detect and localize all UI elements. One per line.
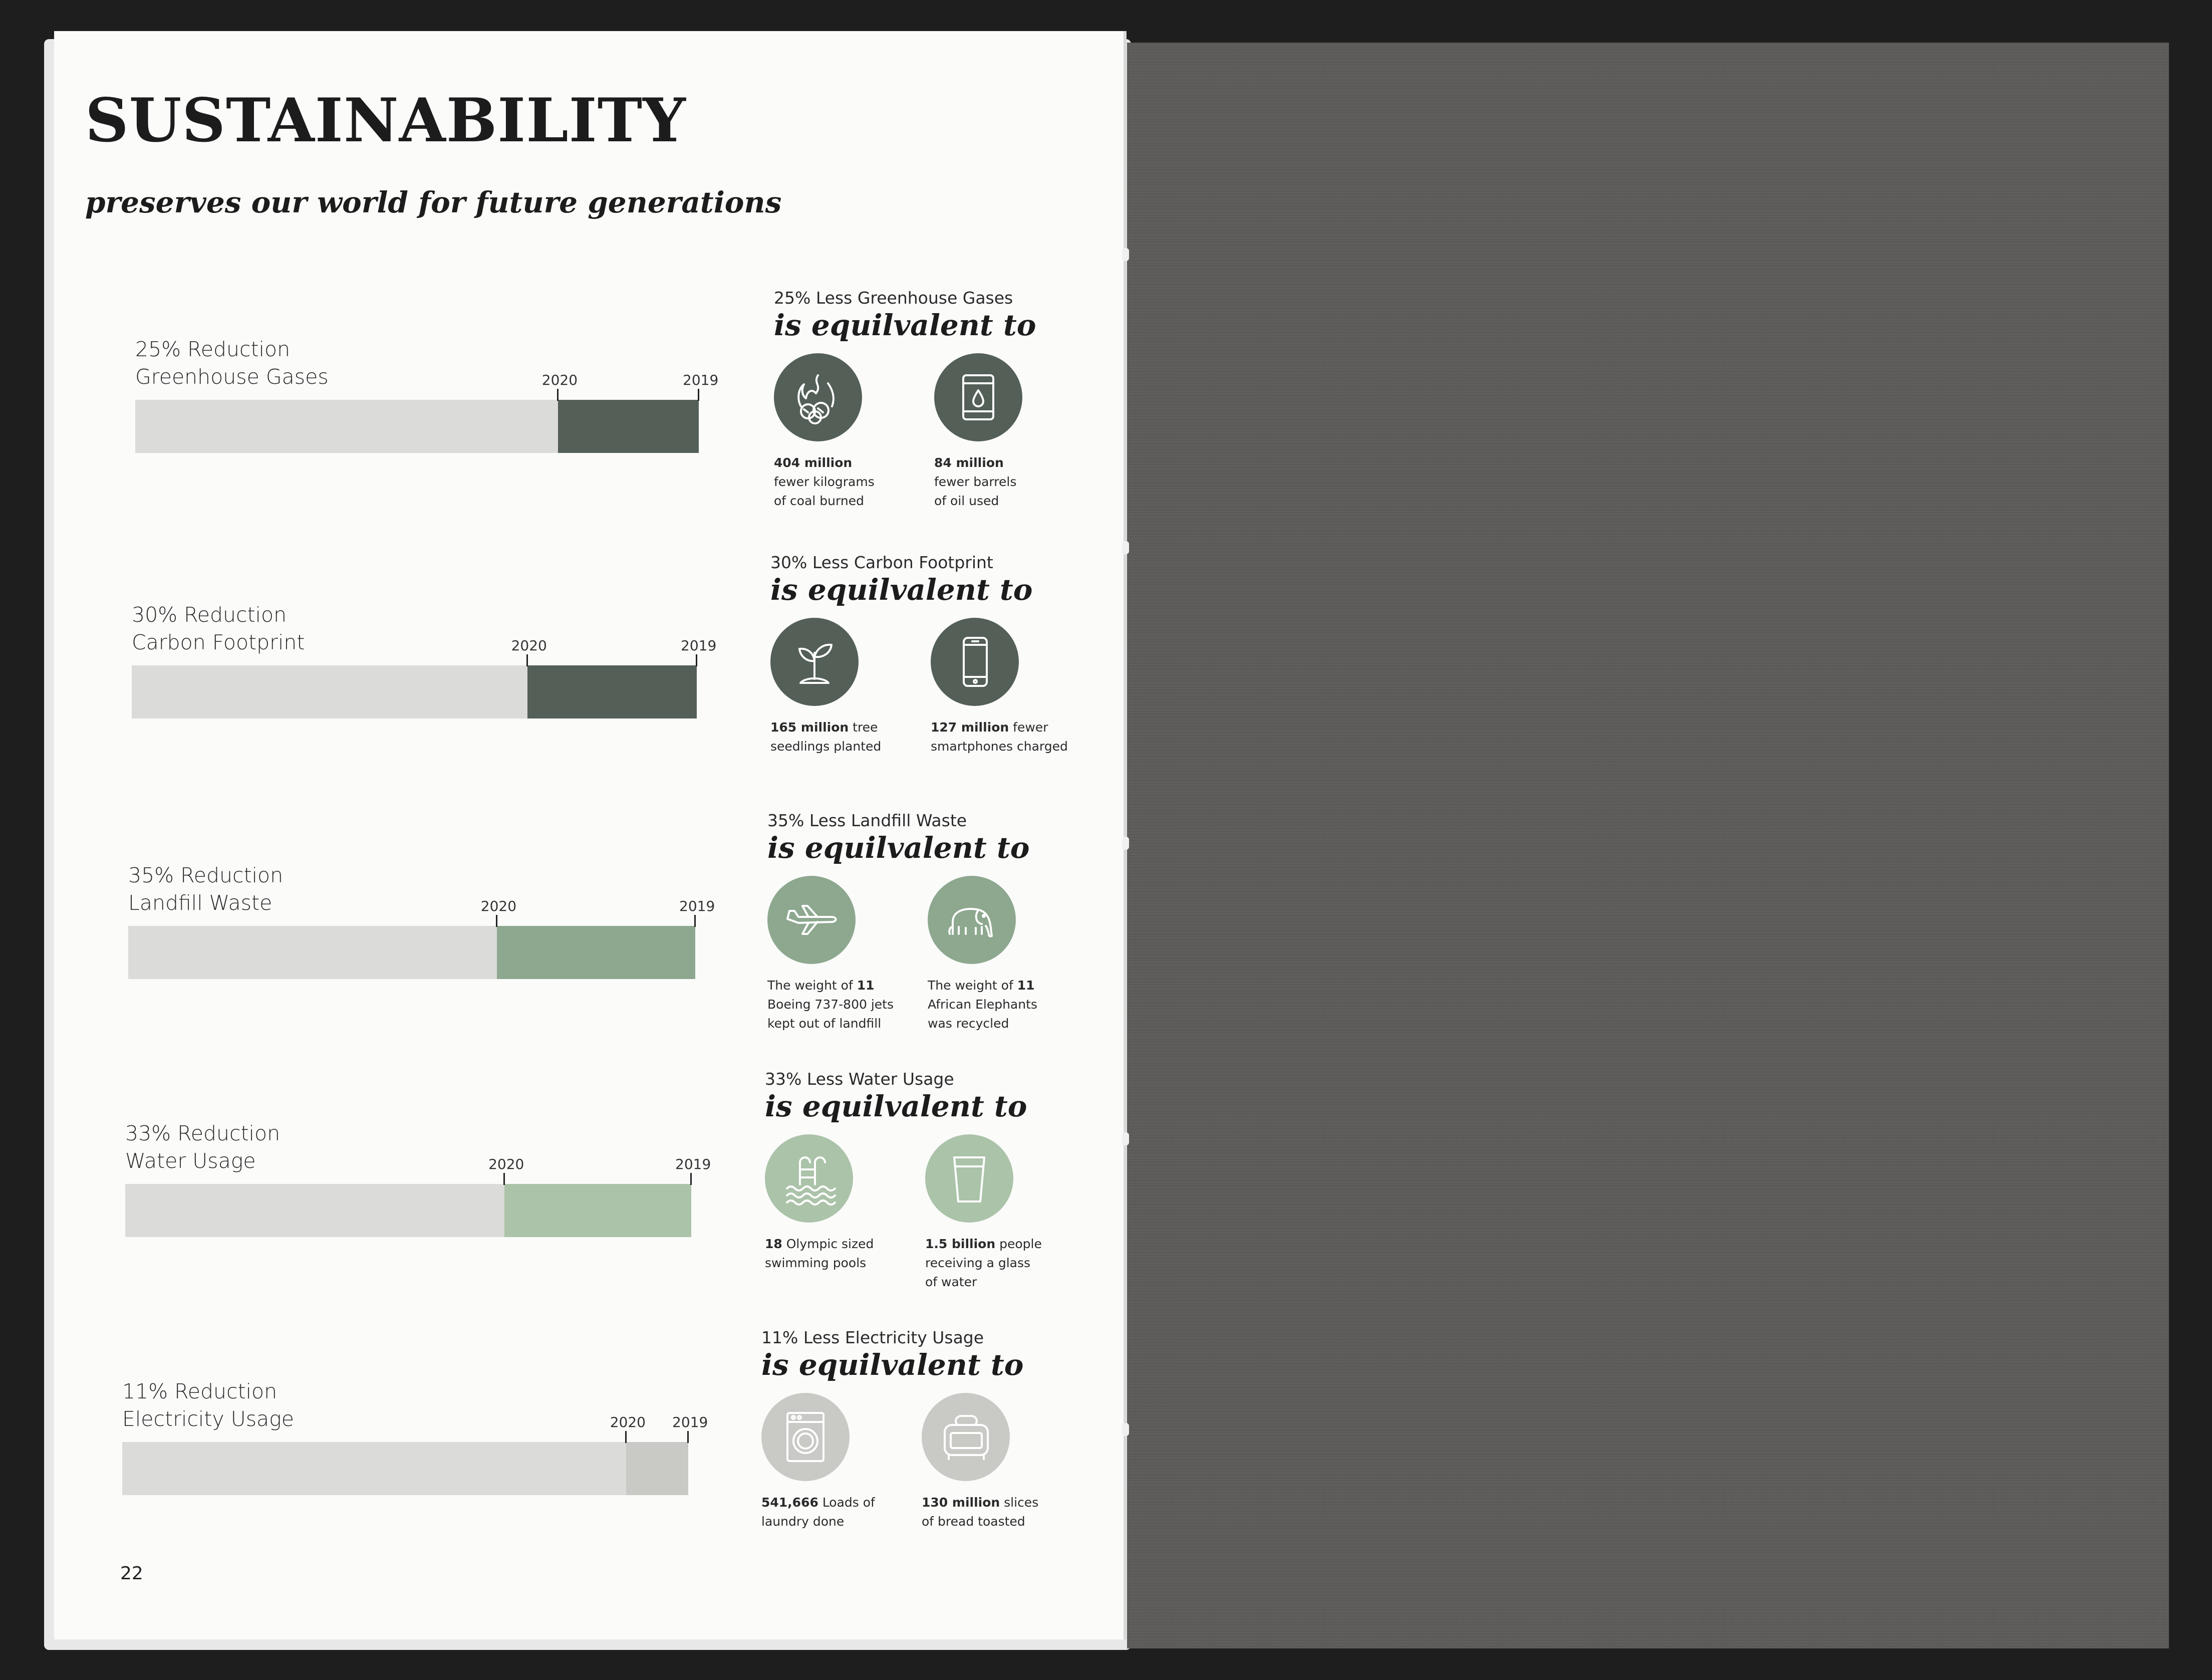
tick-2020-line (503, 1173, 505, 1185)
bar-label-metric: Carbon Footprint (132, 630, 305, 654)
bar-reduction-segment (497, 926, 695, 979)
equivalent-icon-circle (765, 1134, 853, 1223)
tick-2019-line (698, 389, 699, 401)
equivalent-caption: 18 Olympic sized swimming pools (765, 1237, 874, 1270)
binding-staple (1122, 1423, 1129, 1436)
coal-fire-icon (789, 368, 847, 426)
equivalent-caption: The weight of 11 Boeing 737-800 jets kept out of landfill (767, 978, 894, 1031)
equivalent-caption: 127 million fewer smartphones charged (931, 720, 1068, 754)
bar-track-2019 (132, 665, 697, 718)
tick-2019-label: 2019 (672, 1414, 708, 1430)
equivalent-icon-circle (761, 1393, 850, 1481)
washing-machine-icon (776, 1408, 835, 1466)
tick-2020-line (496, 915, 497, 927)
swimming-pool-icon (780, 1149, 838, 1208)
bar-track-2019 (122, 1442, 688, 1495)
bar-label-percent: 11% Reduction (122, 1379, 278, 1403)
tick-2019-line (696, 654, 697, 666)
bar-label-metric: Greenhouse Gases (135, 365, 329, 389)
tick-2020-line (625, 1431, 627, 1443)
equivalent-icon-circle (931, 618, 1019, 706)
bar-label-percent: 30% Reduction (132, 603, 287, 627)
equivalent-subheading: is equilvalent to (770, 573, 1033, 607)
equivalent-caption: 84 million fewer barrels of oil used (934, 455, 1017, 508)
equivalent-icon-circle (767, 876, 856, 964)
bar-reduction-segment (504, 1184, 691, 1237)
equivalent-caption: 165 million tree seedlings planted (770, 720, 882, 754)
tick-2020-line (557, 389, 559, 401)
tick-2020-label: 2020 (541, 372, 578, 388)
tick-2020-label: 2020 (610, 1414, 646, 1430)
equivalent-icon-circle (922, 1393, 1010, 1481)
equivalent-heading: 35% Less Landfill Waste (767, 811, 967, 830)
bar-label-percent: 25% Reduction (135, 337, 291, 361)
bar-track-2019 (125, 1184, 691, 1237)
equivalent-icon-circle (770, 618, 859, 706)
tick-2019-label: 2019 (681, 637, 717, 654)
binding-staple (1122, 1132, 1129, 1145)
equivalent-caption: 404 million fewer kilograms of coal burned (774, 455, 875, 508)
equivalent-icon-circle (928, 876, 1016, 964)
tick-2020-label: 2020 (511, 637, 547, 654)
bar-label-percent: 33% Reduction (125, 1121, 281, 1145)
tick-2019-label: 2019 (679, 898, 715, 914)
page-number: 22 (120, 1563, 143, 1584)
bar-track-2019 (135, 400, 699, 453)
oil-barrel-icon (949, 368, 1007, 426)
equivalent-caption: 541,666 Loads of laundry done (761, 1495, 875, 1529)
equivalent-caption: The weight of 11 African Elephants was recycled (928, 978, 1037, 1031)
bar-label-percent: 35% Reduction (128, 863, 284, 887)
right-page-blank (1127, 43, 2169, 1648)
bar-label-metric: Electricity Usage (122, 1407, 295, 1431)
toaster-icon (937, 1408, 995, 1466)
bar-label-metric: Landfill Waste (128, 891, 272, 915)
bar-reduction-segment (527, 665, 697, 718)
binding-staple (1122, 541, 1129, 554)
water-glass-icon (940, 1149, 998, 1208)
equivalent-caption: 1.5 billion people receiving a glass of water (925, 1237, 1042, 1289)
equivalent-icon-circle (925, 1134, 1013, 1223)
equivalent-subheading: is equilvalent to (761, 1348, 1024, 1382)
equivalent-subheading: is equilvalent to (765, 1089, 1027, 1123)
page-title: SUSTAINABILITY (85, 85, 686, 156)
equivalent-subheading: is equilvalent to (767, 831, 1030, 865)
bar-reduction-segment (558, 400, 699, 453)
equivalent-heading: 11% Less Electricity Usage (761, 1328, 984, 1347)
equivalent-heading: 25% Less Greenhouse Gases (774, 288, 1013, 308)
bar-reduction-segment (626, 1442, 688, 1495)
tick-2020-label: 2020 (488, 1156, 524, 1172)
airplane-icon (782, 891, 841, 949)
equivalent-subheading: is equilvalent to (774, 308, 1036, 342)
smartphone-icon (946, 633, 1004, 691)
page-subtitle: preserves our world for future generations (85, 185, 782, 219)
tick-2019-label: 2019 (683, 372, 719, 388)
tick-2019-line (694, 915, 696, 927)
tick-2019-label: 2019 (675, 1156, 711, 1172)
tick-2019-line (687, 1431, 689, 1443)
elephant-icon (943, 891, 1001, 949)
equivalent-caption: 130 million slices of bread toasted (922, 1495, 1039, 1529)
equivalent-heading: 30% Less Carbon Footprint (770, 553, 993, 572)
equivalent-heading: 33% Less Water Usage (765, 1069, 954, 1089)
tick-2020-label: 2020 (480, 898, 517, 914)
tick-2019-line (690, 1173, 692, 1185)
bar-label-metric: Water Usage (125, 1149, 256, 1173)
bar-track-2019 (128, 926, 695, 979)
seedling-icon (785, 633, 844, 691)
tick-2020-line (526, 654, 528, 666)
binding-staple (1122, 837, 1129, 850)
equivalent-icon-circle (774, 353, 862, 441)
binding-staple (1122, 248, 1129, 261)
equivalent-icon-circle (934, 353, 1022, 441)
